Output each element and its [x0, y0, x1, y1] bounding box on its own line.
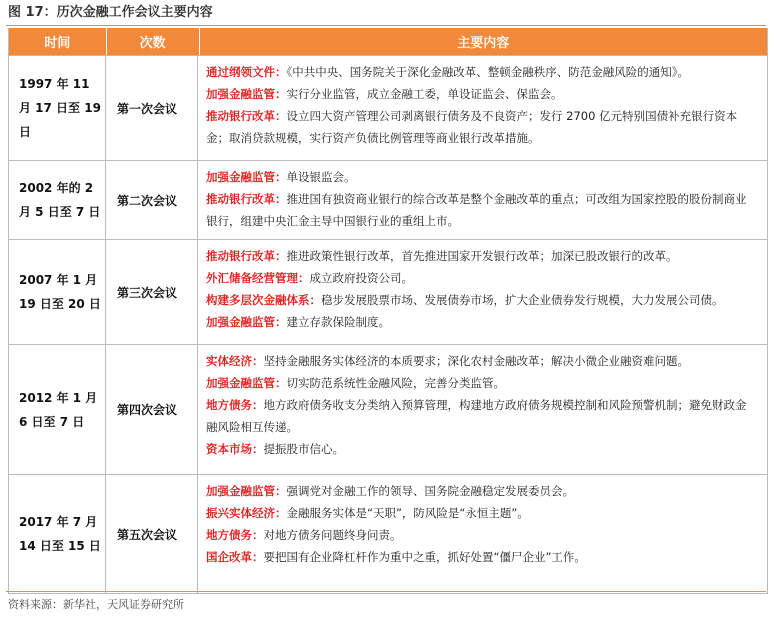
table-header [9, 28, 767, 55]
time-cell: 2002 年的 2 月 5 日至 7 日 [9, 161, 106, 239]
content-text: 要把国有企业降杠杆作为重中之重，抓好处置“僵尸企业”工作。 [263, 550, 586, 564]
content-cell [198, 475, 767, 593]
content-item [206, 289, 757, 311]
content-item [206, 480, 757, 502]
content-item [206, 188, 757, 232]
content-keyword: 资本市场： [206, 442, 264, 456]
time-cell: 2012 年 1 月 6 日至 7 日 [9, 345, 106, 474]
session-cell: 第三次会议 [106, 240, 198, 344]
content-keyword: 通过纲领文件： [206, 65, 287, 79]
content-keyword: 推动银行改革： [206, 192, 287, 206]
content-keyword: 加强金融监管： [206, 170, 287, 184]
content-text: 切实防范系统性金融风险，完善分类监管。 [286, 376, 505, 390]
content-item [206, 311, 757, 333]
content-keyword: 加强金融监管： [206, 376, 287, 390]
header-time: 时间 [9, 28, 107, 55]
session-cell: 第五次会议 [106, 475, 198, 593]
content-item [206, 61, 757, 83]
content-keyword: 实体经济： [206, 354, 264, 368]
content-text: 《中共中央、国务院关于深化金融改革、整顿金融秩序、防范金融风险的通知》。 [286, 65, 689, 79]
content-text: 推进政策性银行改革，首先推进国家开发银行改革；加深已股改银行的改革。 [286, 249, 678, 263]
content-keyword: 国企改革： [206, 550, 264, 564]
content-keyword: 加强金融监管： [206, 484, 287, 498]
source-note: 资料来源：新华社，天风证券研究所 [8, 598, 184, 611]
content-text: 强调党对金融工作的领导、国务院金融稳定发展委员会。 [286, 484, 574, 498]
content-text: 推进国有独资商业银行的综合改革是整个金融改革的重点；可改组为国家控股的股份制商业银行，组建中央汇金主导中国银行业的重组上市。 [206, 192, 747, 228]
session-cell: 第四次会议 [106, 345, 198, 474]
content-cell [198, 161, 767, 239]
table-body [9, 55, 767, 594]
content-text: 对地方债务问题终身问责。 [263, 528, 402, 542]
time-cell: 2017 年 7 月 14 日至 15 日 [9, 475, 106, 593]
content-keyword: 推动银行改革： [206, 249, 287, 263]
content-item [206, 166, 757, 188]
table-row [9, 160, 767, 239]
content-cell [198, 345, 767, 474]
content-text: 成立政府投资公司。 [309, 271, 413, 285]
table-row [9, 474, 767, 594]
content-keyword: 构建多层次金融体系： [206, 293, 321, 307]
content-keyword: 地方债务： [206, 528, 264, 542]
content-item [206, 105, 757, 149]
session-cell: 第二次会议 [106, 161, 198, 239]
content-text: 坚持金融服务实体经济的本质要求；深化农村金融改革；解决小微企业融资难问题。 [263, 354, 689, 368]
time-cell: 1997 年 11 月 17 日至 19 日 [9, 56, 106, 160]
content-item [206, 245, 757, 267]
content-text: 建立存款保险制度。 [286, 315, 390, 329]
content-item [206, 546, 757, 568]
meetings-table [8, 28, 768, 594]
time-cell: 2007 年 1 月 19 日至 20 日 [9, 240, 106, 344]
content-text: 稳步发展股票市场、发展债券市场，扩大企业债券发行规模，大力发展公司债。 [321, 293, 724, 307]
figure-title: 图 17：历次金融工作会议主要内容 [8, 5, 213, 20]
content-item [206, 372, 757, 394]
content-cell [198, 240, 767, 344]
table-row [9, 344, 767, 474]
content-item [206, 524, 757, 546]
header-session: 次数 [107, 28, 200, 55]
content-item [206, 350, 757, 372]
content-text: 金融服务实体是“天职”，防风险是“永恒主题”。 [286, 506, 529, 520]
content-item [206, 267, 757, 289]
content-text: 单设银监会。 [286, 170, 356, 184]
content-text: 地方政府债务收支分类纳入预算管理，构建地方政府债务规模控制和风险预警机制；避免财政金融风险相互传递。 [206, 398, 747, 434]
content-item [206, 502, 757, 524]
header-content: 主要内容 [457, 36, 510, 51]
content-keyword: 外汇储备经营管理： [206, 271, 310, 285]
content-item [206, 83, 757, 105]
content-text: 设立四大资产管理公司剥离银行债务及不良资产；发行 2700 亿元特别国债补充银行资本金；取消贷款规模，实行资产负债比例管理等商业银行改革措施。 [206, 109, 738, 145]
content-keyword: 地方债务： [206, 398, 264, 412]
content-keyword: 加强金融监管： [206, 315, 287, 329]
table-row [9, 55, 767, 160]
content-keyword: 加强金融监管： [206, 87, 287, 101]
session-cell: 第一次会议 [106, 56, 198, 160]
content-keyword: 推动银行改革： [206, 109, 287, 123]
content-item [206, 438, 757, 460]
content-keyword: 振兴实体经济： [206, 506, 287, 520]
content-item [206, 394, 757, 438]
content-text: 提振股市信心。 [263, 442, 344, 456]
bottom-divider [6, 591, 766, 592]
top-divider [6, 25, 766, 26]
content-text: 实行分业监管，成立金融工委，单设证监会、保监会。 [286, 87, 563, 101]
content-cell [198, 56, 767, 160]
table-row [9, 239, 767, 344]
